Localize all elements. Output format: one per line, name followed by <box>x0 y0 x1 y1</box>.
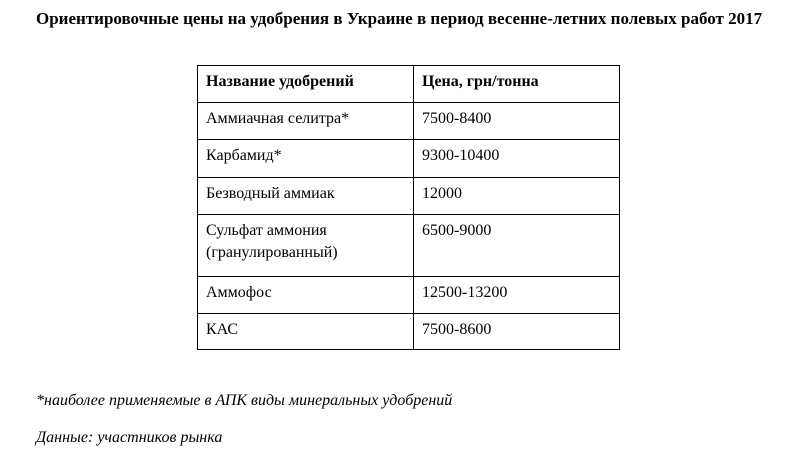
fertilizer-name-cell: Аммиачная селитра* <box>198 103 414 140</box>
table-row <box>198 277 620 314</box>
fertilizer-name-cell: Безводный аммиак <box>198 178 414 215</box>
price-cell: 12500-13200 <box>414 277 620 314</box>
table-row <box>198 314 620 350</box>
fertilizer-name-cell: КАС <box>198 314 414 350</box>
price-cell: 6500-9000 <box>414 215 620 277</box>
data-source-note: Данные: участников рынка <box>36 429 223 446</box>
price-cell: 12000 <box>414 178 620 215</box>
table-row <box>198 178 620 215</box>
fertilizer-name-cell: Сульфат аммония (гранулированный) <box>198 215 414 277</box>
price-cell: 7500-8400 <box>414 103 620 140</box>
table-row <box>198 140 620 178</box>
fertilizer-name-cell: Карбамид* <box>198 140 414 178</box>
footnote: *наиболее применяемые в АПК виды минеральных удобрений <box>36 392 453 409</box>
header-price: Цена, грн/тонна <box>414 66 620 103</box>
header-fertilizer-name: Название удобрений <box>198 66 414 103</box>
document-title: Ориентировочные цены на удобрения в Украине в период весенне-летних полевых работ 2017 <box>36 9 763 28</box>
fertilizer-price-table <box>197 65 620 350</box>
price-cell: 7500-8600 <box>414 314 620 350</box>
price-cell: 9300-10400 <box>414 140 620 178</box>
table-row <box>198 103 620 140</box>
fertilizer-name-cell: Аммофос <box>198 277 414 314</box>
table-header-row <box>198 66 620 103</box>
table-row <box>198 215 620 277</box>
